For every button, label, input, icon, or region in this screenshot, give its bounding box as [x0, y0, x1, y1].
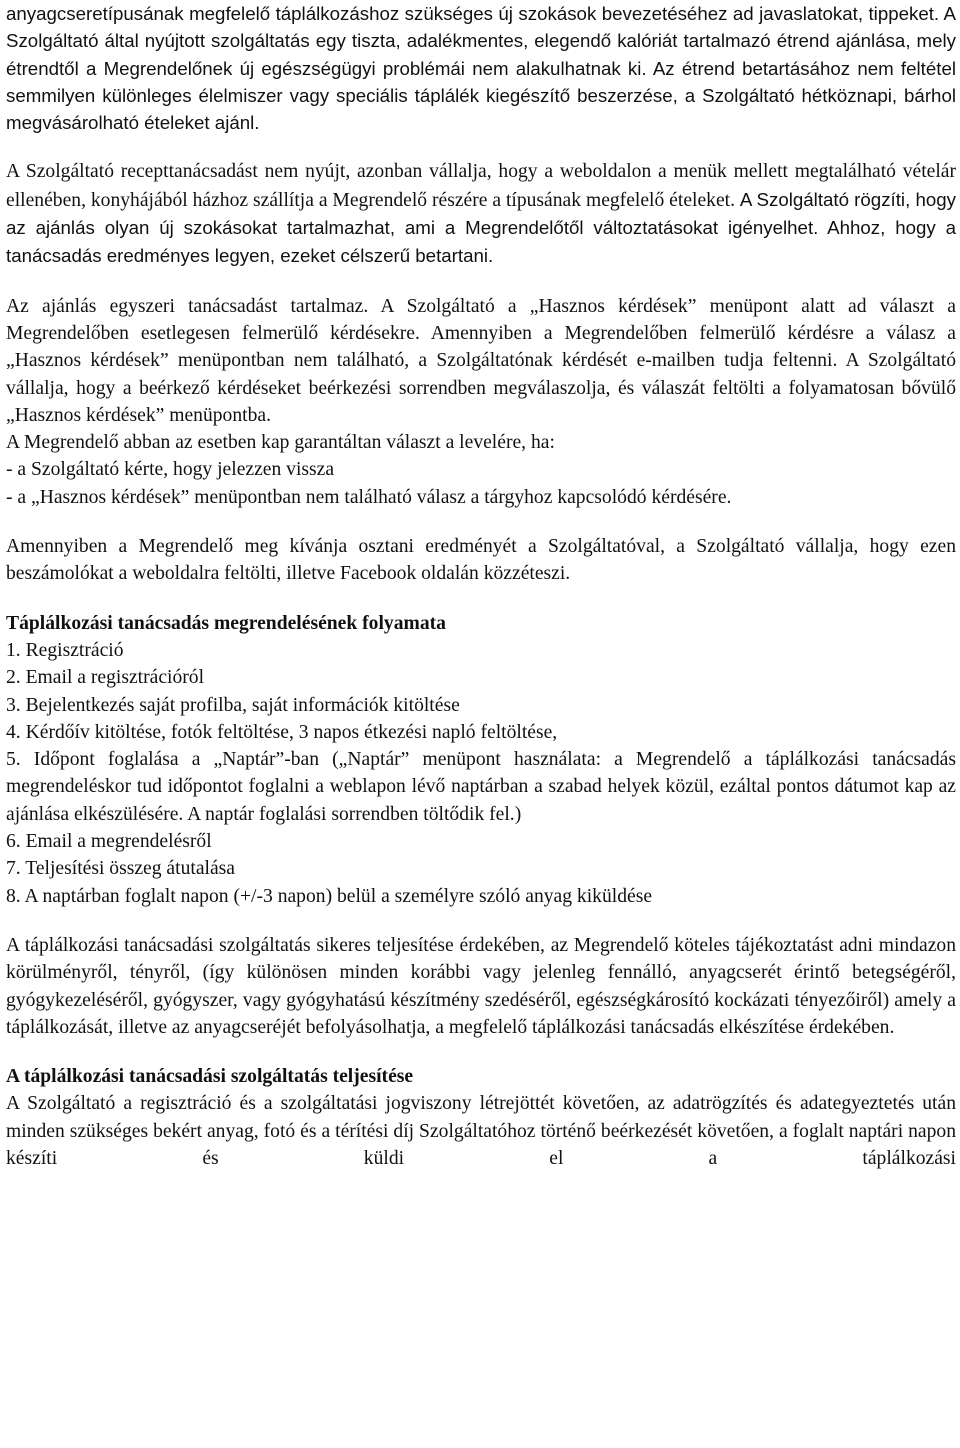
paragraph-recipe-advice	[6, 158, 956, 270]
spacer	[6, 271, 956, 293]
paragraph-useful-questions: Az ajánlás egyszeri tanácsadást tartalmaz. A Szolgáltató a „Hasznos kérdések” menüpont alatt ad választ a Megrendelőben esetlegesen felmerülő kérdésekre. Amennyiben a Megrendelőben felmerülő kérdésre a válasz a „Hasznos kérdések” menüpontban nem található, a Szolgáltatónak kérdését e-mailben tudja feltenni. A Szolgáltató vállalja, hogy a beérkező kérdéseket beérkezési sorrendben megválaszolja, és válaszát feltölti a folyamatosan bővülő „Hasznos kérdések” menüpontba.	[6, 295, 956, 426]
order-step: 1. Regisztráció	[6, 639, 124, 661]
spacer	[6, 910, 956, 932]
reply-guarantee-item-1: - a Szolgáltató kérte, hogy jelezzen vissza	[6, 459, 335, 481]
order-step: 8. A naptárban foglalt napon (+/-3 napon) belül a személyre szóló anyag kiküldése	[6, 885, 653, 907]
order-step: 4. Kérdőív kitöltése, fotók feltöltése, 3 napos étkezési napló feltöltése,	[6, 721, 558, 743]
order-step: 7. Teljesítési összeg átutalása	[6, 858, 235, 880]
paragraph-client-obligations: A táplálkozási tanácsadási szolgáltatás sikeres teljesítése érdekében, az Megrendelő köteles tájékoztatást adni mindazon körülményről, tényről, (így különösen minden korábbi vagy jelenleg fennálló, anyagcserét érintő betegségéről, gyógykezeléséről, gyógyszer, vagy gyógyhatású készítmény szedéséről, egészségkárosító kockázati tényezőiről) amely a táplálkozását, illetve az anyagcseréjét befolyásolhatja, a megfelelő táplálkozási tanácsadás elkészítése érdekében.	[6, 934, 956, 1038]
spacer	[6, 1041, 956, 1063]
order-step: 5. Időpont foglalása a „Naptár”-ban („Naptár” menüpont használata: a Megrendelő a táplálkozási tanácsadás megrendeléskor tud időpontot foglalni a weblapon lévő naptárban a szabad helyek közül, ezáltal pontos dátumot kap az ajánlása elkészülésére. A naptár foglalási sorrendben töltődik fel.)	[6, 749, 956, 825]
spacer	[6, 588, 956, 610]
paragraph-service-fulfillment: A Szolgáltató a regisztráció és a szolgáltatási jogviszony létrejöttét követően, az adatrögzítés és adategyeztetés után minden szükséges bekért anyag, fotó és a térítési díj Szolgáltatóhoz történő beérkezését követően, a foglalt naptári napon készíti és küldi el a táplálkozási	[6, 1093, 956, 1169]
order-step: 3. Bejelentkezés saját profilba, saját információk kitöltése	[6, 694, 460, 716]
order-steps-list	[6, 637, 956, 910]
reply-guarantee-intro: A Megrendelő abban az esetben kap garantáltan választ a levelére, ha:	[6, 432, 555, 454]
spacer	[6, 511, 956, 533]
paragraph-recipe-advice-serif: A Szolgáltató recepttanácsadást nem nyújt, azonban vállalja, hogy a weboldalon a menük mellett megtalálható vételár ellenében, konyhájából házhoz szállítja a Megrendelő részére a típusának megfelelő ételeket.	[6, 161, 956, 211]
spacer	[6, 136, 956, 158]
order-step: 6. Email a megrendelésről	[6, 831, 212, 853]
order-step: 2. Email a regisztrációról	[6, 667, 205, 689]
section-heading-order-process: Táplálkozási tanácsadás megrendelésének folyamata	[6, 612, 446, 634]
reply-guarantee-item-2: - a „Hasznos kérdések” menüpontban nem található válasz a tárgyhoz kapcsolódó kérdésére.	[6, 486, 732, 508]
document-page	[6, 0, 956, 1172]
section-heading-service-fulfillment: A táplálkozási tanácsadási szolgáltatás teljesítése	[6, 1066, 414, 1088]
paragraph-diet-recommendation: anyagcseretípusának megfelelő táplálkozáshoz szükséges új szokások bevezetéséhez ad javaslatokat, tippeket. A Szolgáltató által nyújtott szolgáltatás egy tiszta, adalékmentes, elegendő kalóriát tartalmazó étrend ajánlása, mely étrendtől a Megrendelőnek új egészségügyi problémái nem alakulhatnak ki. Az étrend betartásához nem feltétel semmilyen különleges élelmiszer vagy speciális táplálék kiegészítő beszerzése, a Szolgáltató hétköznapi, bárhol megvásárolható ételeket ajánl.	[6, 3, 956, 134]
paragraph-recipe-advice-sans: A Szolgáltató rögzíti, hogy az ajánlás olyan új szokásokat tartalmazhat, ami a Megrendelőtől változtatásokat igényelhet. Ahhoz, hogy a tanácsadás eredményes legyen, ezeket célszerű betartani.	[6, 188, 956, 267]
paragraph-share-results: Amennyiben a Megrendelő meg kívánja osztani eredményét a Szolgáltatóval, a Szolgáltató vállalja, hogy ezen beszámolókat a weboldalra feltölti, illetve Facebook oldalán közzéteszi.	[6, 536, 956, 585]
